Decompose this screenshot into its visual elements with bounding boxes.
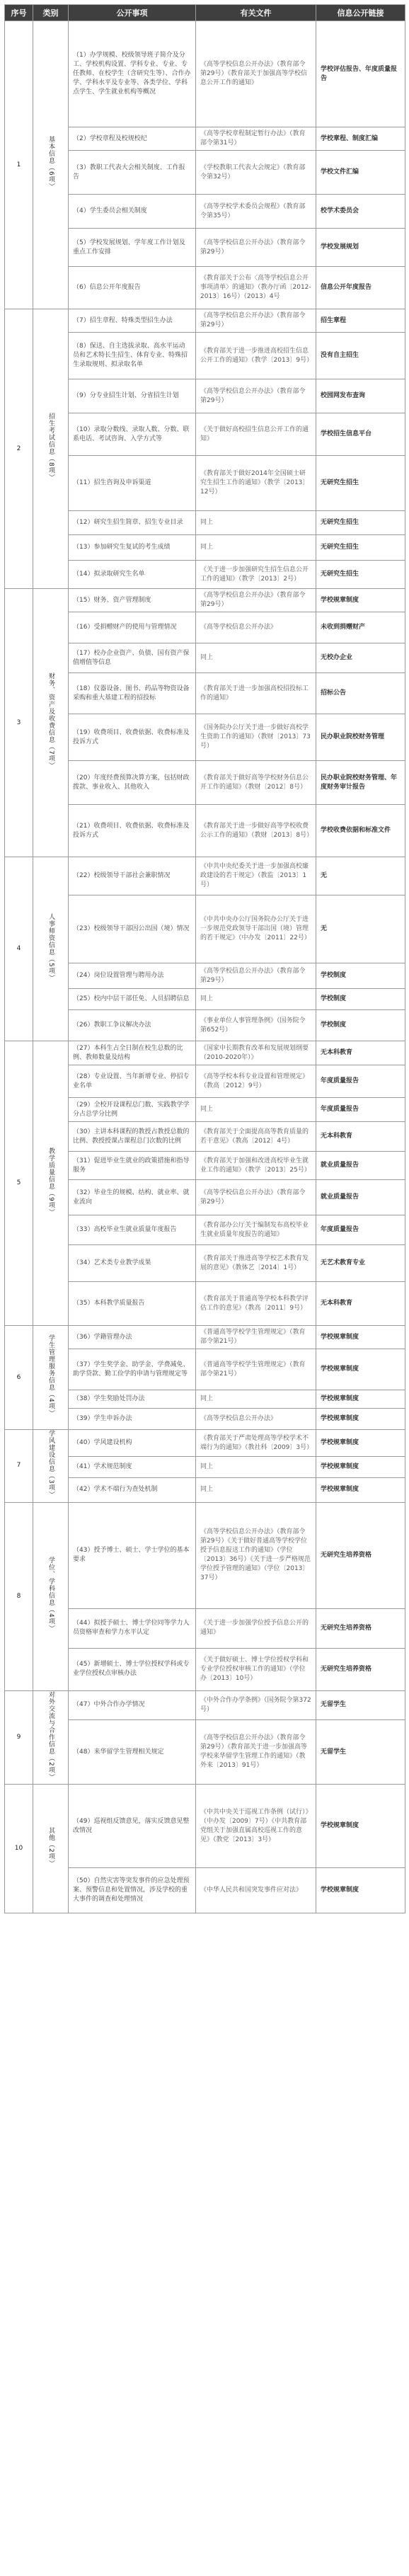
disclosure-item: （36）学籍管理办法: [69, 1326, 196, 1349]
category-label: 其他（2项）: [47, 1827, 54, 1867]
group-category: [33, 1041, 69, 1326]
disclosure-item: （31）促进毕业生就业的政策措施和指导服务: [69, 1152, 196, 1180]
table-body: [5, 21, 405, 1913]
related-document: 同上: [196, 1390, 316, 1409]
disclosure-item: （2）学校章程及校规校纪: [69, 127, 196, 151]
group-category: [33, 1326, 69, 1430]
disclosure-item: （16）受捐赠财产的使用与管理情况: [69, 612, 196, 643]
disclosure-item: （28）专业设置、当年新增专业、停招专业名单: [69, 1065, 196, 1098]
related-document: 同上: [196, 1478, 316, 1503]
disclosure-link[interactable]: 学校规章制度: [316, 1326, 405, 1349]
related-document: 《中共中央办公厅国务院办公厅关于进一步规范党政领导干部出国（境）管理的若干规定》（中办发〔2011〕22号）: [196, 895, 316, 963]
disclosure-link[interactable]: 无本科教育: [316, 1282, 405, 1326]
group-category: [33, 21, 69, 309]
related-document: 《普通高等学校学生管理规定》（教育部令第21号）: [196, 1326, 316, 1349]
related-document: 《中外合作办学条例》（国务院令第372号）: [196, 1690, 316, 1719]
disclosure-item: （24）岗位设置管理与聘用办法: [69, 963, 196, 989]
disclosure-link[interactable]: 无本科教育: [316, 1122, 405, 1152]
disclosure-item: （43）授予博士、硕士、学士学位的基本要求: [69, 1502, 196, 1608]
table-row: [5, 1041, 405, 1065]
related-document: 《教育部关于公布〈高等学校信息公开事项清单〉的通知》（教办厅函〔2012-2013〕16号）（2013）4号: [196, 267, 316, 309]
related-document: 《高等学校学术委员会规程》（教育部令第35号）: [196, 195, 316, 229]
disclosure-item: （41）学术规范制度: [69, 1457, 196, 1478]
related-document: 《教育部关于严肃处理高等学校学术不端行为的通知》（教社科〔2009〕3号）: [196, 1430, 316, 1457]
disclosure-link[interactable]: 学校招生信息平台: [316, 413, 405, 456]
disclosure-link[interactable]: 民办职业院校财务管理: [316, 714, 405, 761]
related-document: 同上: [196, 1457, 316, 1478]
group-category: [33, 1502, 69, 1690]
disclosure-link[interactable]: 学校收费依据和标准文件: [316, 805, 405, 857]
related-document: 《教育部关于进一步做好高等学校收费公示工作的通知》（教财〔2013〕8号）: [196, 805, 316, 857]
disclosure-link[interactable]: 年度质量报告: [316, 1098, 405, 1122]
group-number: 2: [5, 309, 33, 589]
related-document: 同上: [196, 643, 316, 673]
disclosure-link[interactable]: 无: [316, 857, 405, 895]
disclosure-item: （25）校内中层干部任免、人员招聘信息: [69, 989, 196, 1010]
header-no: 序号: [5, 5, 33, 21]
disclosure-item: （49）巡视组反馈意见，落实反馈意见整改情况: [69, 1785, 196, 1868]
disclosure-item: （21）收费项目、收费依据、收费标准及投诉方式: [69, 805, 196, 857]
disclosure-link[interactable]: 无校办企业: [316, 643, 405, 673]
disclosure-link[interactable]: 无研究生培养资格: [316, 1648, 405, 1690]
group-number: 7: [5, 1430, 33, 1503]
related-document: 同上: [196, 1098, 316, 1122]
header-category: 类别: [33, 5, 69, 21]
disclosure-item: （7）招生章程、特殊类型招生办法: [69, 309, 196, 333]
disclosure-link[interactable]: 学校规章制度: [316, 1409, 405, 1430]
disclosure-item: （37）学生奖学金、助学金、学费减免、助学贷款、勤工俭学的申请与管理规定等: [69, 1349, 196, 1390]
disclosure-item: （33）高校毕业生就业质量年度报告: [69, 1215, 196, 1245]
disclosure-link[interactable]: 学校制度: [316, 963, 405, 989]
disclosure-item: （27）本科生占全日制在校生总数的比例、教师数量及结构: [69, 1041, 196, 1065]
related-document: 同上: [196, 989, 316, 1010]
disclosure-item: （48）来华留学生管理相关规定: [69, 1719, 196, 1785]
table-row: [5, 1690, 405, 1719]
group-category: [33, 1690, 69, 1785]
related-document: 《高等学校信息公开办法》（教育部令第29号）: [196, 1180, 316, 1215]
table-row: [5, 1326, 405, 1349]
disclosure-item: （10）录取分数线、录取人数、分数、联系电话、考试咨询、入学方式等: [69, 413, 196, 456]
disclosure-table: [4, 4, 405, 1913]
disclosure-item: （34）艺术类专业教学成果: [69, 1245, 196, 1282]
table-row: [5, 857, 405, 895]
related-document: 《教育部关于普通高等学校本科教学评估工作的意见》（教高〔2011〕9号）: [196, 1282, 316, 1326]
related-document: 《高等学校信息公开办法》（教育部令第29号）: [196, 379, 316, 413]
category-label: 教学质量信息（9项）: [47, 1147, 54, 1216]
disclosure-item: （45）新增硕士、博士学位授权学科或专业学位授权点审核办法: [69, 1648, 196, 1690]
disclosure-item: （1）办学规模、校级领导班子简介及分工、学校机构设置、学科专业、专业、专任教师、在校学生（含研究生等）、合作办学、学科水平及专业等、各类学位、学科点学生、学生就业机构等概况: [69, 21, 196, 127]
disclosure-item: （40）学风建设机构: [69, 1430, 196, 1457]
related-document: 《关于进一步加强学位授予信息公开的通知》: [196, 1608, 316, 1648]
table-row: [5, 589, 405, 612]
disclosure-link[interactable]: 无研究生招生: [316, 535, 405, 561]
category-label: 学生管理服务信息（4项）: [47, 1334, 54, 1417]
group-number: 10: [5, 1785, 33, 1913]
disclosure-link[interactable]: 学校制度: [316, 1010, 405, 1041]
group-category: [33, 309, 69, 589]
disclosure-link[interactable]: 学校规章制度: [316, 1390, 405, 1409]
disclosure-link[interactable]: 校园网发布查询: [316, 379, 405, 413]
table-row: [5, 1502, 405, 1608]
table-row: [5, 1785, 405, 1868]
related-document: 《教育部关于进一步推进高校招生信息公开工作的通知》（教学〔2013〕9号）: [196, 333, 316, 379]
related-document: 《高等学校信息公开办法》: [196, 1409, 316, 1430]
disclosure-item: （18）仪器设备、图书、药品等物资设备采购和重大基建工程的招投标: [69, 673, 196, 714]
disclosure-item: （9）分专业招生计划、分省招生计划: [69, 379, 196, 413]
disclosure-item: （44）拟授予硕士、博士学位同等学力人员资格审查和学力水平认定: [69, 1608, 196, 1648]
group-category: [33, 1785, 69, 1913]
disclosure-item: （14）拟录取研究生名单: [69, 561, 196, 589]
related-document: 《国家中长期教育改革和发展规划纲要（2010-2020年）》: [196, 1041, 316, 1065]
disclosure-item: （13）参加研究生复试的考生成绩: [69, 535, 196, 561]
disclosure-item: （42）学术不端行为查处机制: [69, 1478, 196, 1503]
disclosure-link[interactable]: 民办职业院校财务管理、年度财务审计报告: [316, 761, 405, 805]
related-document: 《高等学校章程制定暂行办法》（教育部令第31号）: [196, 127, 316, 151]
disclosure-item: （38）学生奖励处罚办法: [69, 1390, 196, 1409]
disclosure-item: （11）招生咨询及申诉渠道: [69, 456, 196, 511]
related-document: 《高等学校信息公开办法》（教育部令第29号）《教育部关于进一步加强高等学校来华留学生管理工作的通知》（教外来〔2013〕91号）: [196, 1719, 316, 1785]
related-document: 同上: [196, 535, 316, 561]
disclosure-link[interactable]: 学校文件汇编: [316, 151, 405, 195]
table-row: [5, 309, 405, 333]
category-label: 招生考试信息（8项）: [47, 413, 54, 481]
category-label: 人事师资信息（5项）: [47, 912, 54, 982]
disclosure-item: （3）教职工代表大会相关制度、工作报告: [69, 151, 196, 195]
disclosure-link[interactable]: 就业质量报告: [316, 1180, 405, 1215]
disclosure-link[interactable]: 无研究生培养资格: [316, 1608, 405, 1648]
disclosure-item: （20）年度经费预算决算方案，包括财政拨款、事业收入、其他收入: [69, 761, 196, 805]
disclosure-link[interactable]: 学校制度: [316, 989, 405, 1010]
disclosure-link[interactable]: 没有自主招生: [316, 333, 405, 379]
group-number: 3: [5, 589, 33, 857]
disclosure-link[interactable]: 无研究生招生: [316, 456, 405, 511]
disclosure-link[interactable]: 学校章程、制度汇编: [316, 127, 405, 151]
related-document: 《高等学校信息公开办法》（教育部令第29号）: [196, 963, 316, 989]
disclosure-link[interactable]: 学校规章制度: [316, 1785, 405, 1868]
related-document: 《中共中央纪委关于进一步加强高校廉政建设的若干规定》（教监〔2013〕1号）: [196, 857, 316, 895]
disclosure-link[interactable]: 无: [316, 895, 405, 963]
header-documents: 有关文件: [196, 5, 316, 21]
related-document: 《高等学校信息公开办法》（教育部令第29号）《关于做好普通高等学校学位授予信息报送工作的通知》（学位〔2013〕36号）《关于进一步严格规范学位授予管理的通知》（学位〔2013〕37号）: [196, 1502, 316, 1608]
group-number: 1: [5, 21, 33, 309]
related-document: 《教育部办公厅关于编制发布高校毕业生就业质量年度报告的通知》: [196, 1215, 316, 1245]
related-document: 《高等学校信息公开办法》（教育部令第29号）: [196, 589, 316, 612]
disclosure-link[interactable]: 学校评估报告、年度质量报告: [316, 21, 405, 127]
disclosure-link[interactable]: 学校规章制度: [316, 1868, 405, 1913]
disclosure-item: （39）学生申诉办法: [69, 1409, 196, 1430]
category-label: 财务、资产及收费信息（7项）: [47, 672, 54, 769]
disclosure-item: （19）收费项目、收费依据、收费标准及投诉方式: [69, 714, 196, 761]
category-label: 对外交流与合作信息（2项）: [47, 1690, 54, 1781]
table-header-row: [5, 5, 405, 21]
group-number: 5: [5, 1041, 33, 1326]
related-document: 《高等学校本科专业设置和管理规定》（教高〔2012〕9号）: [196, 1065, 316, 1098]
disclosure-link[interactable]: 无研究生培养资格: [316, 1502, 405, 1608]
table-row: [5, 21, 405, 127]
related-document: 《教育部关于做好高等学校财务信息公开工作的通知》（教财〔2012〕8号）: [196, 761, 316, 805]
disclosure-item: （47）中外合作办学情况: [69, 1690, 196, 1719]
disclosure-link[interactable]: 无留学生: [316, 1719, 405, 1785]
disclosure-item: （5）学校发展规划、学年度工作计划及重点工作安排: [69, 229, 196, 267]
disclosure-link[interactable]: 无研究生招生: [316, 511, 405, 535]
disclosure-link[interactable]: 无本科教育: [316, 1041, 405, 1065]
disclosure-item: （15）财务、资产管理制度: [69, 589, 196, 612]
disclosure-link[interactable]: 学校发展规划: [316, 229, 405, 267]
related-document: 《关于进一步加强研究生招生信息公开工作的通知》（教学〔2013〕2号）: [196, 561, 316, 589]
disclosure-item: （8）保送、自主选拔录取、高水平运动员和艺术特长生招生、体育专业、特殊招生录取规则、拟录取名单: [69, 333, 196, 379]
group-category: [33, 589, 69, 857]
disclosure-item: （26）教职工争议解决办法: [69, 1010, 196, 1041]
disclosure-link[interactable]: 无艺术教育专业: [316, 1245, 405, 1282]
disclosure-link[interactable]: 招生章程: [316, 309, 405, 333]
related-document: 《高等学校信息公开办法》（教育部令第29号）: [196, 309, 316, 333]
group-category: [33, 1430, 69, 1503]
related-document: 《事业单位人事管理条例》（国务院令第652号）: [196, 1010, 316, 1041]
disclosure-item: （17）校办企业资产、负债、国有资产保值增值等信息: [69, 643, 196, 673]
group-number: 9: [5, 1690, 33, 1785]
category-label: 基本信息（6项）: [47, 136, 54, 190]
disclosure-link[interactable]: 年度质量报告: [316, 1215, 405, 1245]
disclosure-item: （6）信息公开年度报告: [69, 267, 196, 309]
disclosure-list-page: [4, 4, 405, 2572]
disclosure-link[interactable]: 学校规章制度: [316, 589, 405, 612]
disclosure-item: （32）毕业生的规模、结构、就业率、就业流向: [69, 1180, 196, 1215]
disclosure-item: （23）校级领导干部因公出国（境）情况: [69, 895, 196, 963]
disclosure-item: （50）自然灾害等突发事件的应急处理预案、预警信息和处置情况，涉及学校的重大事件的调查和处理情况: [69, 1868, 196, 1913]
disclosure-item: （12）研究生招生简章、招生专业目录: [69, 511, 196, 535]
header-link: 信息公开链接: [316, 5, 405, 21]
related-document: 《国务院办公厅关于进一步做好高校学生资助工作的通知》（教财〔2013〕73号）: [196, 714, 316, 761]
related-document: 《中华人民共和国突发事件应对法》: [196, 1868, 316, 1913]
category-label: 学位、学科信息（4项）: [47, 1557, 54, 1633]
group-number: 6: [5, 1326, 33, 1430]
header-item: 公开事项: [69, 5, 196, 21]
disclosure-link[interactable]: 就业质量报告: [316, 1152, 405, 1180]
disclosure-item: （29）全校开设课程总门数、实践教学学分占总学分比例: [69, 1098, 196, 1122]
related-document: 《教育部关于加强和改进高校毕业生就业工作的通知》（教学〔2013〕25号）: [196, 1152, 316, 1180]
disclosure-item: （22）校级领导干部社会兼职情况: [69, 857, 196, 895]
related-document: 《高等学校信息公开办法》: [196, 612, 316, 643]
table-row: [5, 1430, 405, 1457]
related-document: 《高等学校信息公开办法》（教育部令第29号）: [196, 229, 316, 267]
related-document: 《学校教职工代表大会规定》（教育部令第32号）: [196, 151, 316, 195]
related-document: 《关于做好高校招生信息公开工作的通知》: [196, 413, 316, 456]
disclosure-link[interactable]: 招标公告: [316, 673, 405, 714]
related-document: 《教育部关于做好2014年全国硕士研究生招生工作的通知》（教学〔2013〕12号）: [196, 456, 316, 511]
disclosure-link[interactable]: 未收到捐赠财产: [316, 612, 405, 643]
group-category: [33, 857, 69, 1041]
disclosure-link[interactable]: 信息公开年度报告: [316, 267, 405, 309]
disclosure-item: （4）学生委员会相关制度: [69, 195, 196, 229]
related-document: 《教育部关于全面提高高等教育质量的若干意见》（教高〔2012〕4号）: [196, 1122, 316, 1152]
related-document: 《中共中央关于巡视工作条例（试行）》（中办发〔2009〕7号）《中共教育部党组关于加强直属高校巡视工作的意见》（教党〔2013〕3号）: [196, 1785, 316, 1868]
group-number: 4: [5, 857, 33, 1041]
disclosure-link[interactable]: 年度质量报告: [316, 1065, 405, 1098]
related-document: 《高等学校信息公开办法》（教育部令第29号）《教育部关于加强高等学校信息公开工作的通知》: [196, 21, 316, 127]
disclosure-link[interactable]: 学校规章制度: [316, 1430, 405, 1457]
related-document: 《教育部关于进一步加强高校招投标工作的通知》: [196, 673, 316, 714]
disclosure-link[interactable]: 无留学生: [316, 1690, 405, 1719]
disclosure-link[interactable]: 学校规章制度: [316, 1349, 405, 1390]
category-label: 学风建设信息（3项）: [47, 1430, 54, 1499]
disclosure-link[interactable]: 学校规章制度: [316, 1478, 405, 1503]
related-document: 《教育部关于推进高等学校艺术教育发展的意见》（教体艺〔2014〕1号）: [196, 1245, 316, 1282]
disclosure-link[interactable]: 无研究生招生: [316, 561, 405, 589]
disclosure-item: （35）本科教学质量报告: [69, 1282, 196, 1326]
related-document: 《关于做好硕士、博士学位授权学科和专业学位授权审核工作的通知》（学位办〔2013〕10号）: [196, 1648, 316, 1690]
disclosure-item: （30）主讲本科课程的教授占教授总数的比例、教授授课占课程总门次数的比例: [69, 1122, 196, 1152]
related-document: 《普通高等学校学生管理规定》（教育部令第21号）: [196, 1349, 316, 1390]
related-document: 同上: [196, 511, 316, 535]
disclosure-link[interactable]: 学校规章制度: [316, 1457, 405, 1478]
group-number: 8: [5, 1502, 33, 1690]
disclosure-link[interactable]: 校学术委员会: [316, 195, 405, 229]
